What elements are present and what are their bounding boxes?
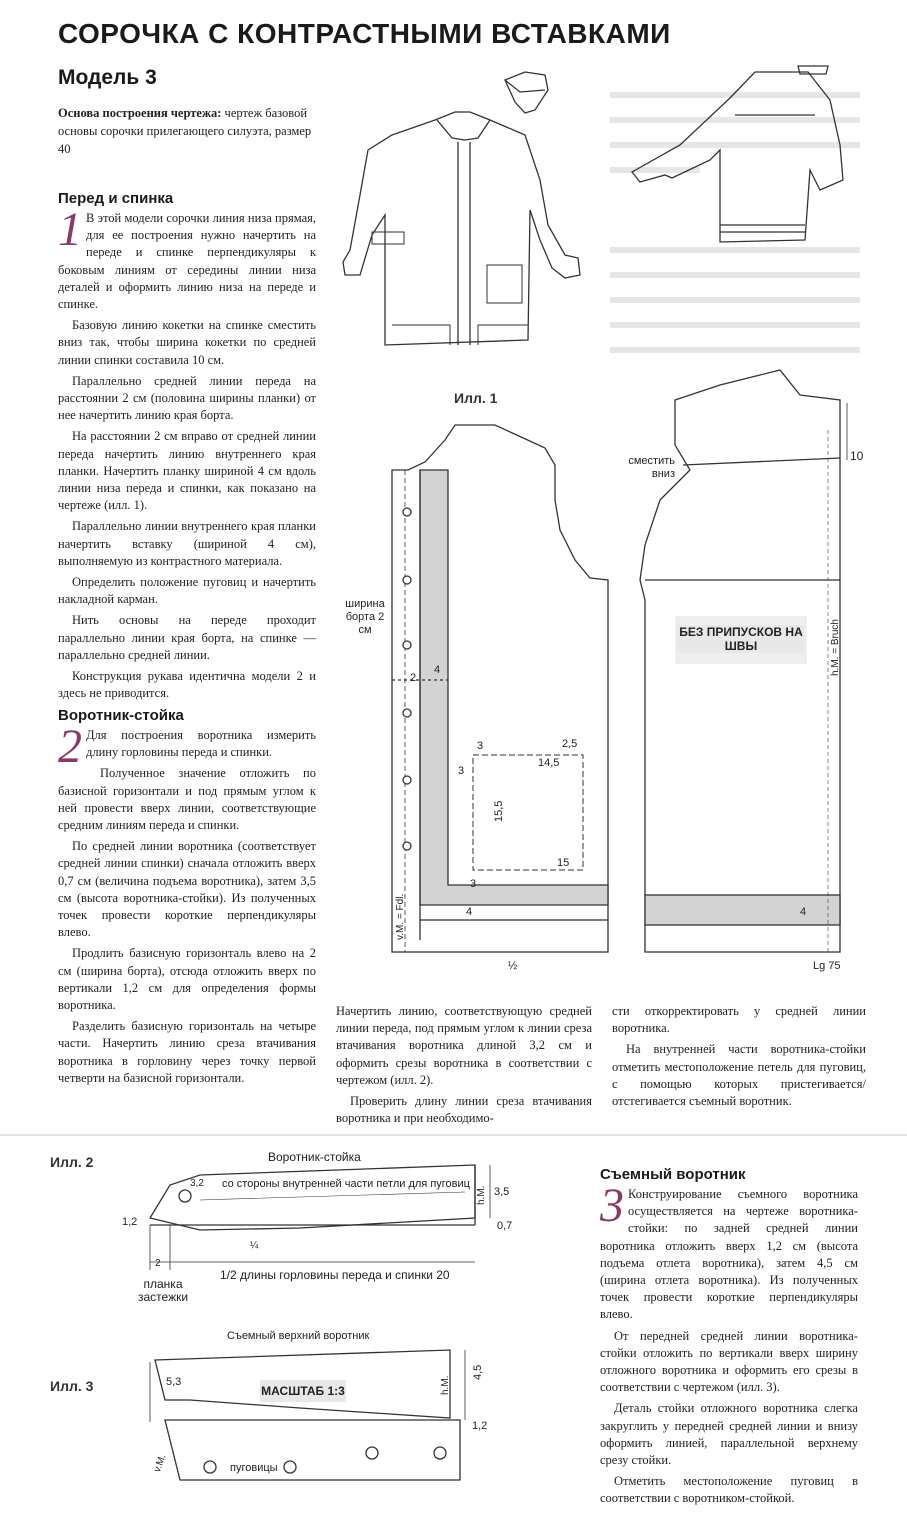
ill2-quarter: ¼ <box>250 1240 259 1251</box>
ill1-placket-width-label: ширина борта 2 см <box>345 598 385 636</box>
collar-sketch <box>505 72 548 113</box>
ill1-dim-15-5: 15,5 <box>493 800 505 822</box>
ill1-yoke-10: 10 <box>850 449 864 463</box>
detachable-collar-pattern <box>150 1350 465 1536</box>
section-collar-text: 2 Для построения воротника измерить длину горловины переда и спинки. Полученное значение отложить по базисной горизонтали и под прямым углом к ней провести вверх линии, соответствующие средним линиям переда и спинки. По средней линии воротника (соответствует средней линии спинки) сначала отложить вверх 0,7 см (величина подъема воротника), затем 3,5 см (высота воротника-стойки). Из полученных точек провести короткие перпендикуляры влево. Продлить базисную горизонталь влево на 2 см (ширина борта), отсюда отложить вверх по вертикали 1,2 см для определения формы воротника. Разделить базисную горизонталь на четыре части. Начертить линию среза втачивания воротника в горловину через точку первой четверти на базисной горизонтали. <box>58 720 316 1085</box>
middle-column-text: Начертить линию, соответствующую средней линии переда, под прямым углом к линии среза втачивания воротника длиной 3,2 см и оформить срезы воротника в соответствии с чертежом (илл. 2). Проверить длину линии среза втачивания воротника и при необходимо- <box>336 1004 592 1126</box>
model-title: Модель 3 <box>58 66 157 89</box>
ill1-caption: Илл. 1 <box>454 390 498 406</box>
ill1-dim-4b: 4 <box>466 906 473 918</box>
faded-background-text <box>610 95 860 350</box>
ill1-dim-14-5: 14,5 <box>538 757 560 769</box>
section-detachable-collar-text: 3 Конструирование съемного воротника осуществляется на чертеже воротника-стойки: по задней средней линии воротника отложить вверх 1,2 см (высота подъема отлета воротника), затем 4,5 см (ширина отлета воротника). Из полученных точек провести короткие перпендикуляры влево. От передней средней линии воротника-стойки отложить по вертикали вверх ширину отложного воротника и оформить его срезы в соответствии с чертежом (илл. 3). Деталь стойки отложного воротника слегка закруглить у передней средней линии и внизу оформить линией, параллельной верхнему срезу стойки. Отметить местоположение пуговиц в соответствии с воротником-стойкой. <box>600 1179 858 1506</box>
ill2-dim-3-5: 3,5 <box>494 1186 510 1198</box>
ill1-dim-4c: 4 <box>800 906 807 918</box>
right-column-text: сти откорректировать у средней линии воротника. На внутренней части воротника-стойки отметить местоположение петель для пуговиц, с помощью которых пристегивается/отстегивается съемный воротник. <box>612 1004 866 1109</box>
ill2-dim-3-2: 3,2 <box>190 1178 204 1189</box>
ill1-dim-3b: 3 <box>458 765 465 777</box>
front-pattern <box>392 425 608 952</box>
ill1-dim-3c: 3 <box>470 878 477 890</box>
ill1-shift-down-label: сместить вниз <box>628 455 675 480</box>
ill3-buttons-label: пуговицы <box>230 1462 278 1474</box>
ill2-dim-0-7: 0,7 <box>497 1220 513 1232</box>
ill2-half-neckline: 1/2 длины горловины переда и спинки 20 <box>220 1268 450 1282</box>
ill2-dim-1-2: 1,2 <box>122 1216 138 1228</box>
ill1-no-seam-allowance: БЕЗ ПРИПУСКОВ НА ШВЫ <box>679 625 803 653</box>
ill2-caption: Илл. 2 <box>50 1154 94 1170</box>
ill3-caption: Илл. 3 <box>50 1378 94 1394</box>
ill3-scale: МАСШТАБ 1:3 <box>260 1380 346 1402</box>
ill2-placket-label: планка застежки <box>138 1277 189 1304</box>
ill2-back-center: h.M. <box>476 1185 487 1205</box>
section-front-back-text: 1 В этой модели сорочки линия низа прямая, для ее построения нужно начертить на переде и спинке перпендикуляры к боковым линиям от середины линии низа деталей и оформить линию низа на переде и спинке. Базовую линию кокетки на спинке сместить вниз так, чтобы ширина кокетки по средней линии спинки составила 10 см. Параллельно средней линии переда на расстоянии 2 см (половина ширины планки) от нее начертить линию края борта. На расстоянии 2 см вправо от средней линии переда начертить линию внутреннего края планки. Начертить планку шириной 4 см вдоль линии низа переда и спинки, как показано на чертеже (илл. 1). Параллельно линии внутреннего края планки начертить вставку (шириной 4 см), выполняемую из контрастного материала. Определить положение пуговиц и начертить накладной карман. Нить основы на переде проходит параллельно линии края борта, на спинке — параллельно средней линии. Конструкция рукава идентична модели 2 и здесь не приводится. <box>58 203 316 701</box>
ill1-dim-2-5: 2,5 <box>562 738 578 750</box>
ill2-dim-2: 2 <box>155 1258 161 1269</box>
ill1-dim-3a: 3 <box>477 740 484 752</box>
ill2-title: Воротник-стойка <box>268 1150 361 1164</box>
section-collar-heading: Воротник-стойка <box>58 707 184 724</box>
ill1-front-center-label: v.M. = Fdl. <box>395 893 406 940</box>
basis-text: Основа построения чертежа: чертеж базовой основы сорочки прилегающего силуэта, размер 40 <box>58 106 312 156</box>
ill3-dim-5-3: 5,3 <box>166 1376 182 1388</box>
ill2-loops-label: со стороны внутренней части петли для пуговиц <box>222 1178 470 1190</box>
ill1-lg-75: Lg 75 <box>813 960 841 972</box>
ill1-dim-15: 15 <box>557 857 570 869</box>
ill3-back-center: h.M. <box>440 1375 451 1395</box>
ill1-dim-2: 2 <box>410 672 417 684</box>
ill1-dim-4: 4 <box>434 664 441 676</box>
ill1-half-mark: ½ <box>508 960 518 972</box>
ill1-back-center-label: h.M. = Bruch <box>830 619 841 676</box>
shirt-front-sketch <box>343 112 580 345</box>
page-title: СОРОЧКА С КОНТРАСТНЫМИ ВСТАВКАМИ <box>58 18 671 49</box>
ill3-front-center: v.M. <box>152 1452 169 1474</box>
ill3-dim-4-5: 4,5 <box>472 1364 484 1380</box>
section-detachable-collar-heading: Съемный воротник <box>600 1166 746 1183</box>
section-front-back-heading: Перед и спинка <box>58 190 174 207</box>
ill3-title: Съемный верхний воротник <box>227 1330 370 1342</box>
ill3-dim-1-2: 1,2 <box>472 1420 488 1432</box>
